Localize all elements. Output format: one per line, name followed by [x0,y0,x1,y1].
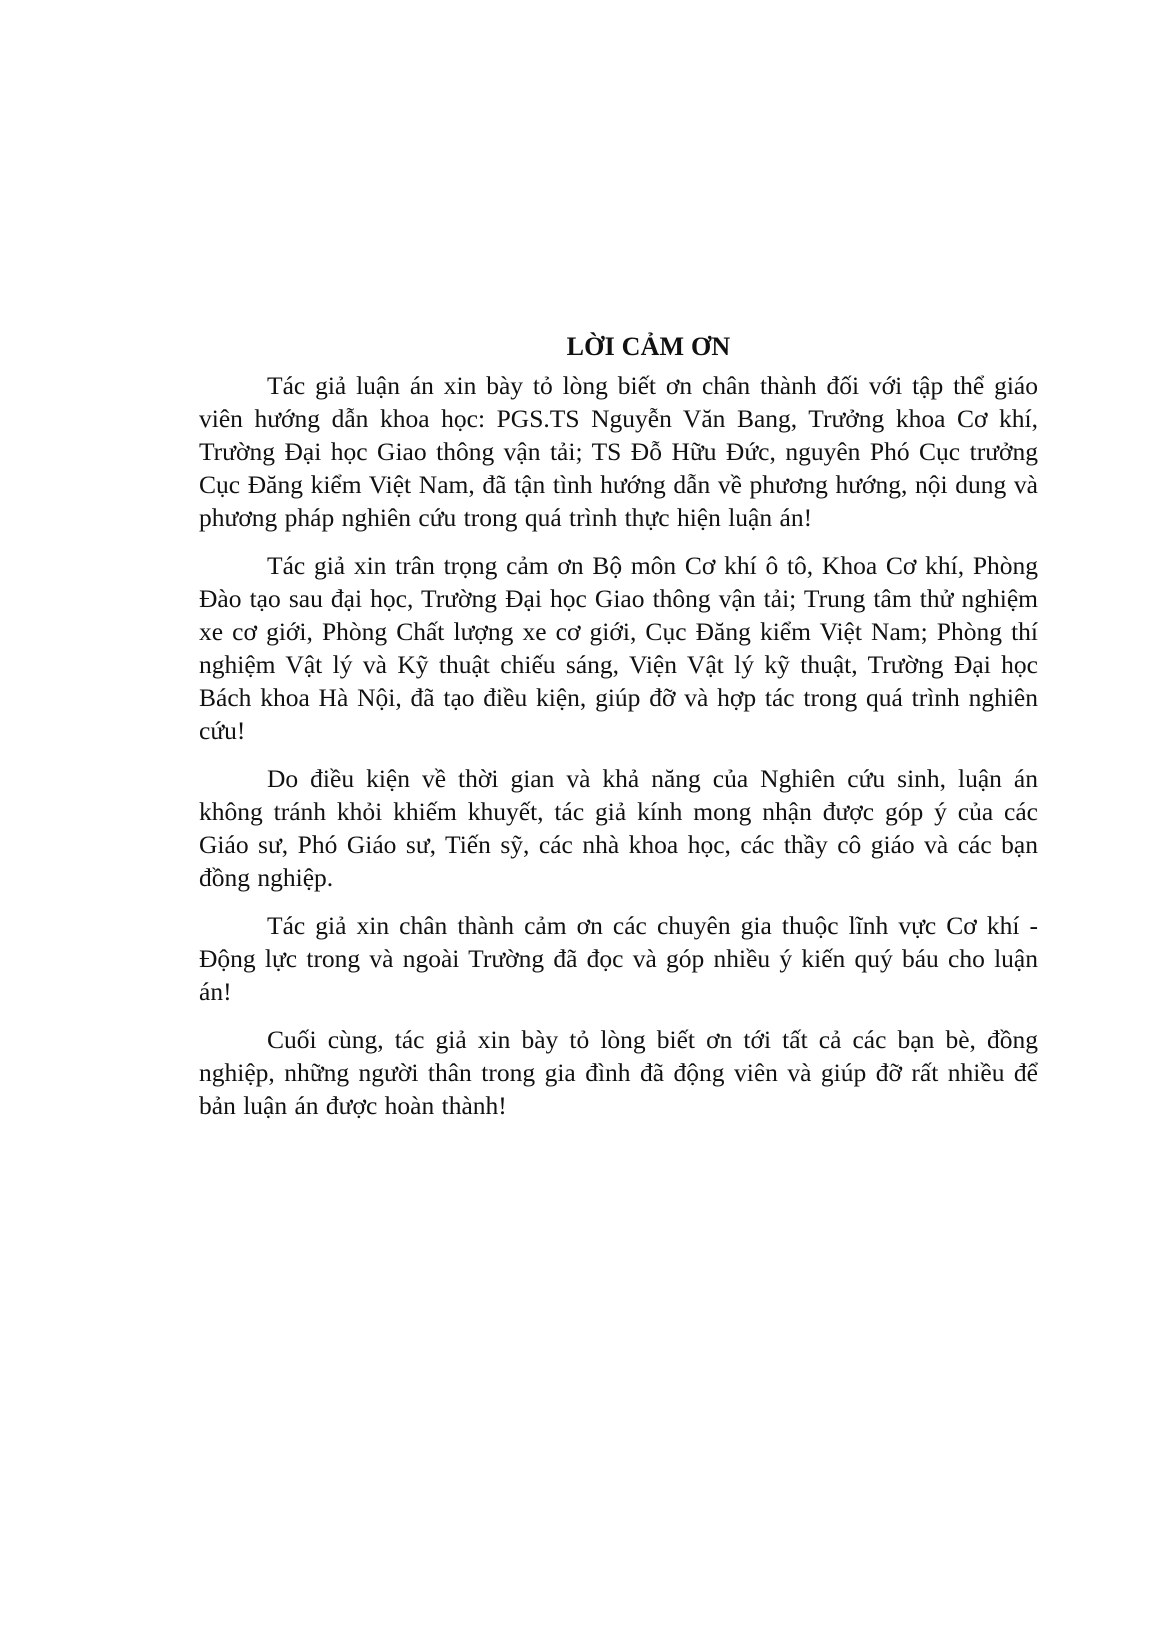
paragraph-institutions: Tác giả xin trân trọng cảm ơn Bộ môn Cơ khí ô tô, Khoa Cơ khí, Phòng Đào tạo sau đại học, Trường Đại học Giao thông vận tải; Trung tâm thử nghiệm xe cơ giới, Phòng Chất lượng xe cơ giới, Cục Đăng kiểm Việt Nam; Phòng thí nghiệm Vật lý và Kỹ thuật chiếu sáng, Viện Vật lý kỹ thuật, Trường Đại học Bách khoa Hà Nội, đã tạo điều kiện, giúp đỡ và hợp tác trong quá trình nghiên cứu! [199,551,1038,745]
paragraph-experts: Tác giả xin chân thành cảm ơn các chuyên gia thuộc lĩnh vực Cơ khí - Động lực trong và ngoài Trường đã đọc và góp nhiều ý kiến quý báu cho luận án! [199,911,1038,1006]
paragraph-family: Cuối cùng, tác giả xin bày tỏ lòng biết ơn tới tất cả các bạn bè, đồng nghiệp, những người thân trong gia đình đã động viên và giúp đỡ rất nhiều để bản luận án được hoàn thành! [199,1025,1038,1120]
paragraph-limitations: Do điều kiện về thời gian và khả năng của Nghiên cứu sinh, luận án không tránh khỏi khiếm khuyết, tác giả kính mong nhận được góp ý của các Giáo sư, Phó Giáo sư, Tiến sỹ, các nhà khoa học, các thầy cô giáo và các bạn đồng nghiệp. [199,764,1038,892]
page-title: LỜI CẢM ƠN [566,332,731,361]
acknowledgements-section [199,330,1038,1137]
paragraph-supervisors: Tác giả luận án xin bày tỏ lòng biết ơn chân thành đối với tập thể giáo viên hướng dẫn khoa học: PGS.TS Nguyễn Văn Bang, Trưởng khoa Cơ khí, Trường Đại học Giao thông vận tải; TS Đỗ Hữu Đức, nguyên Phó Cục trưởng Cục Đăng kiểm Việt Nam, đã tận tình hướng dẫn về phương hướng, nội dung và phương pháp nghiên cứu trong quá trình thực hiện luận án! [199,371,1038,532]
